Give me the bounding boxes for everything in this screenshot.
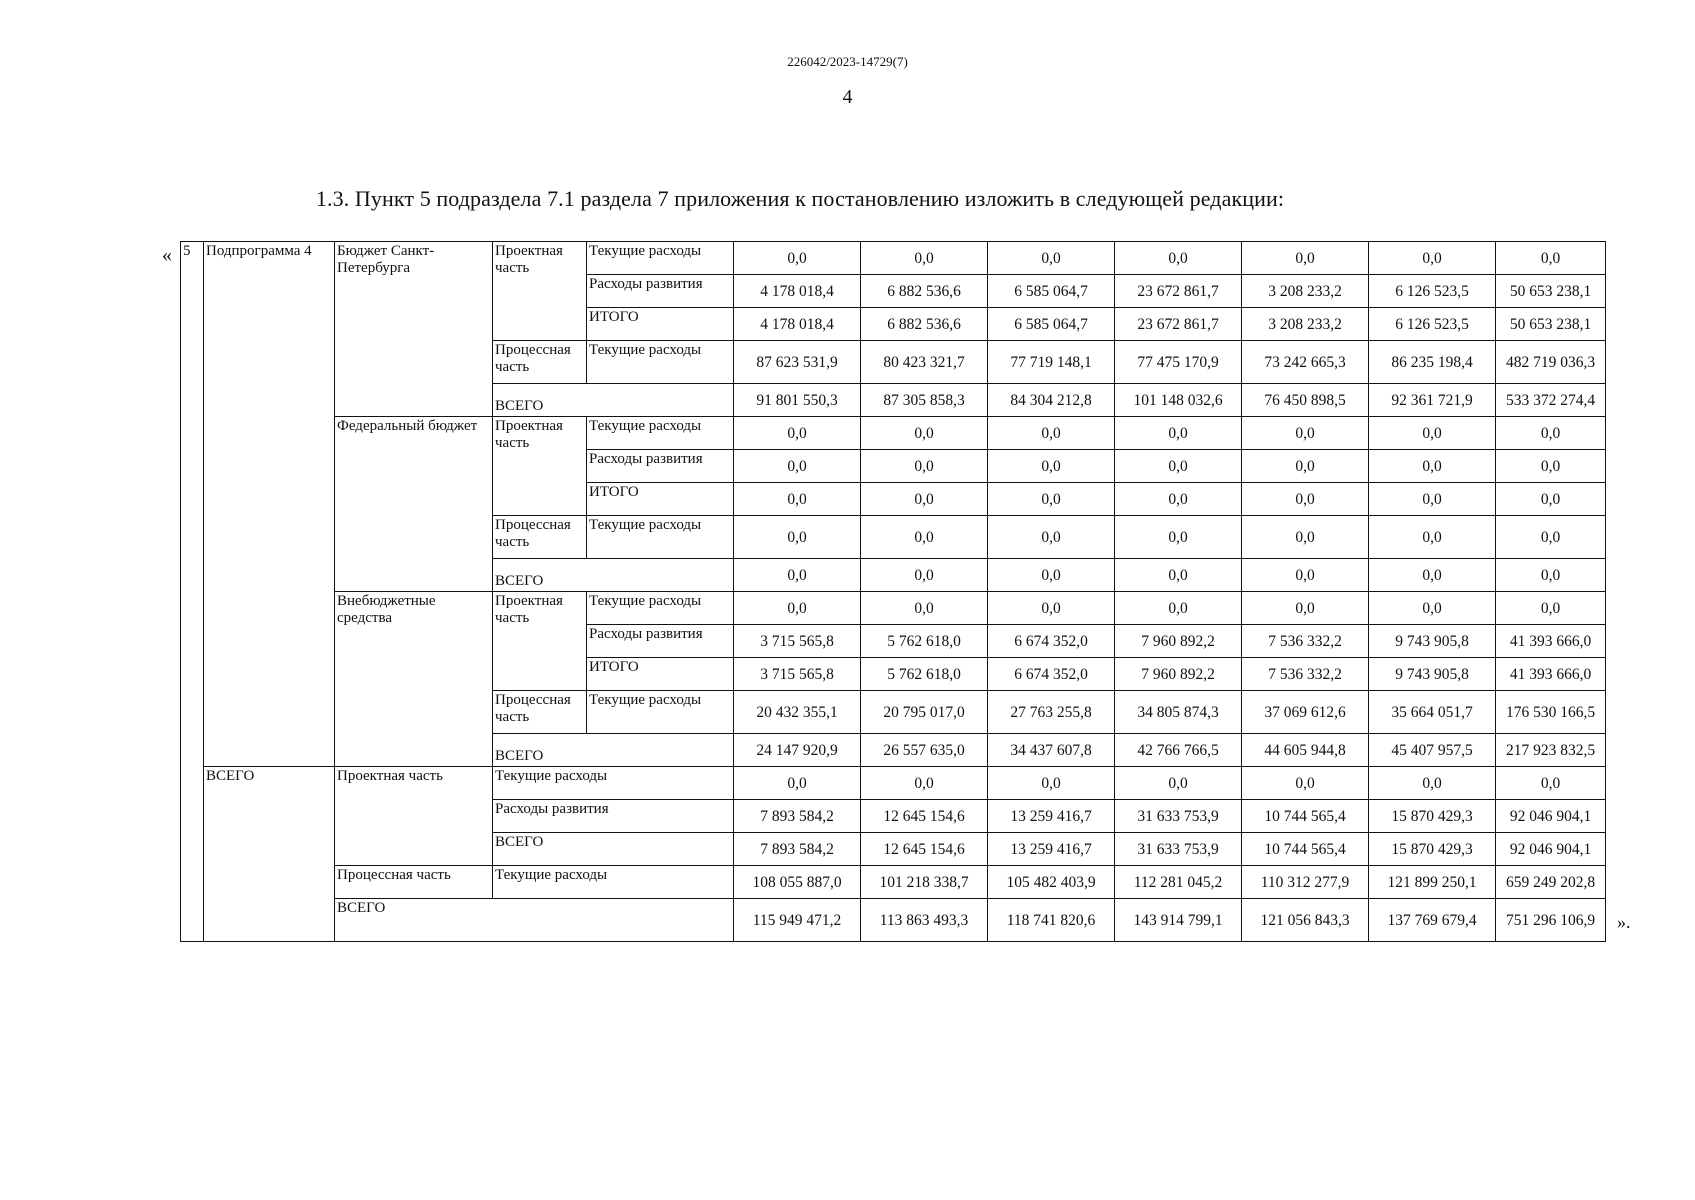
- value-cell: 0,0: [861, 516, 988, 559]
- value-cell: 118 741 820,6: [988, 899, 1115, 942]
- value-cell: 6 126 523,5: [1369, 308, 1496, 341]
- part-label-cell: Процессная часть: [493, 516, 587, 559]
- value-cell: 0,0: [1115, 417, 1242, 450]
- grand-total-label-cell: ВСЕГО: [204, 767, 335, 942]
- value-cell: 92 046 904,1: [1496, 800, 1606, 833]
- value-cell: 0,0: [1115, 767, 1242, 800]
- value-cell: 37 069 612,6: [1242, 691, 1369, 734]
- value-cell: 112 281 045,2: [1115, 866, 1242, 899]
- value-cell: 7 536 332,2: [1242, 658, 1369, 691]
- value-cell: 24 147 920,9: [734, 734, 861, 767]
- value-cell: 0,0: [1115, 242, 1242, 275]
- value-cell: 143 914 799,1: [1115, 899, 1242, 942]
- part-label-cell: Проектная часть: [493, 592, 587, 691]
- expense-type-cell: Текущие расходы: [587, 592, 734, 625]
- value-cell: 50 653 238,1: [1496, 308, 1606, 341]
- table-row: [181, 899, 1606, 942]
- page-number: 4: [842, 86, 853, 108]
- source-spb-cell: Бюджет Санкт-Петербурга: [335, 242, 493, 417]
- value-cell: 137 769 679,4: [1369, 899, 1496, 942]
- value-cell: 121 899 250,1: [1369, 866, 1496, 899]
- value-cell: 0,0: [1496, 559, 1606, 592]
- value-cell: 0,0: [1115, 483, 1242, 516]
- value-cell: 0,0: [734, 559, 861, 592]
- value-cell: 15 870 429,3: [1369, 800, 1496, 833]
- value-cell: 6 585 064,7: [988, 308, 1115, 341]
- value-cell: 12 645 154,6: [861, 800, 988, 833]
- value-cell: 0,0: [1496, 450, 1606, 483]
- value-cell: 86 235 198,4: [1369, 341, 1496, 384]
- expense-type-cell: Расходы развития: [493, 800, 734, 833]
- value-cell: 0,0: [1369, 516, 1496, 559]
- value-cell: 92 046 904,1: [1496, 833, 1606, 866]
- value-cell: 0,0: [1496, 592, 1606, 625]
- source-fed-cell: Федеральный бюджет: [335, 417, 493, 592]
- value-cell: 0,0: [1369, 483, 1496, 516]
- value-cell: 6 882 536,6: [861, 275, 988, 308]
- value-cell: 7 893 584,2: [734, 800, 861, 833]
- value-cell: 0,0: [988, 559, 1115, 592]
- value-cell: 113 863 493,3: [861, 899, 988, 942]
- value-cell: 92 361 721,9: [1369, 384, 1496, 417]
- value-cell: 35 664 051,7: [1369, 691, 1496, 734]
- value-cell: 15 870 429,3: [1369, 833, 1496, 866]
- expense-type-cell: Расходы развития: [587, 275, 734, 308]
- value-cell: 0,0: [734, 516, 861, 559]
- part-label-cell: Проектная часть: [493, 242, 587, 341]
- value-cell: 0,0: [988, 592, 1115, 625]
- value-cell: 0,0: [1242, 516, 1369, 559]
- value-cell: 6 674 352,0: [988, 658, 1115, 691]
- value-cell: 0,0: [1115, 559, 1242, 592]
- value-cell: 77 475 170,9: [1115, 341, 1242, 384]
- value-cell: 0,0: [1242, 559, 1369, 592]
- value-cell: 20 795 017,0: [861, 691, 988, 734]
- value-cell: 0,0: [1242, 592, 1369, 625]
- expense-type-cell: Текущие расходы: [493, 767, 734, 800]
- value-cell: 0,0: [1496, 242, 1606, 275]
- value-cell: 121 056 843,3: [1242, 899, 1369, 942]
- value-cell: 0,0: [1369, 767, 1496, 800]
- value-cell: 10 744 565,4: [1242, 833, 1369, 866]
- value-cell: 3 715 565,8: [734, 658, 861, 691]
- value-cell: 84 304 212,8: [988, 384, 1115, 417]
- value-cell: 27 763 255,8: [988, 691, 1115, 734]
- value-cell: 7 960 892,2: [1115, 658, 1242, 691]
- table-row: [181, 592, 1606, 625]
- value-cell: 31 633 753,9: [1115, 833, 1242, 866]
- value-cell: 0,0: [1369, 592, 1496, 625]
- value-cell: 0,0: [861, 767, 988, 800]
- value-cell: 4 178 018,4: [734, 275, 861, 308]
- expense-type-cell: Расходы развития: [587, 625, 734, 658]
- value-cell: 76 450 898,5: [1242, 384, 1369, 417]
- document-number: 226042/2023-14729(7): [787, 54, 908, 69]
- value-cell: 4 178 018,4: [734, 308, 861, 341]
- part-label-cell: Проектная часть: [335, 767, 493, 866]
- value-cell: 3 208 233,2: [1242, 275, 1369, 308]
- value-cell: 3 208 233,2: [1242, 308, 1369, 341]
- expense-type-cell: ИТОГО: [587, 308, 734, 341]
- value-cell: 0,0: [734, 483, 861, 516]
- value-cell: 101 148 032,6: [1115, 384, 1242, 417]
- value-cell: 482 719 036,3: [1496, 341, 1606, 384]
- value-cell: 20 432 355,1: [734, 691, 861, 734]
- value-cell: 105 482 403,9: [988, 866, 1115, 899]
- value-cell: 0,0: [1496, 516, 1606, 559]
- value-cell: 108 055 887,0: [734, 866, 861, 899]
- value-cell: 77 719 148,1: [988, 341, 1115, 384]
- value-cell: 0,0: [734, 592, 861, 625]
- value-cell: 110 312 277,9: [1242, 866, 1369, 899]
- value-cell: 0,0: [1242, 450, 1369, 483]
- value-cell: 0,0: [1242, 242, 1369, 275]
- value-cell: 10 744 565,4: [1242, 800, 1369, 833]
- value-cell: 659 249 202,8: [1496, 866, 1606, 899]
- value-cell: 9 743 905,8: [1369, 625, 1496, 658]
- value-cell: 23 672 861,7: [1115, 308, 1242, 341]
- value-cell: 73 242 665,3: [1242, 341, 1369, 384]
- value-cell: 0,0: [988, 767, 1115, 800]
- value-cell: 0,0: [988, 242, 1115, 275]
- value-cell: 0,0: [861, 559, 988, 592]
- value-cell: 0,0: [861, 417, 988, 450]
- value-cell: 0,0: [988, 483, 1115, 516]
- value-cell: 0,0: [861, 592, 988, 625]
- table-row: [181, 767, 1606, 800]
- value-cell: 87 305 858,3: [861, 384, 988, 417]
- value-cell: 7 893 584,2: [734, 833, 861, 866]
- expense-type-cell: Текущие расходы: [587, 341, 734, 384]
- part-label-cell: Процессная часть: [335, 866, 493, 899]
- value-cell: 0,0: [988, 417, 1115, 450]
- value-cell: 80 423 321,7: [861, 341, 988, 384]
- value-cell: 0,0: [1496, 417, 1606, 450]
- expense-type-cell: ВСЕГО: [493, 833, 734, 866]
- value-cell: 41 393 666,0: [1496, 625, 1606, 658]
- program-name-cell: Подпрограмма 4: [204, 242, 335, 767]
- value-cell: 13 259 416,7: [988, 800, 1115, 833]
- value-cell: 0,0: [1115, 450, 1242, 483]
- value-cell: 31 633 753,9: [1115, 800, 1242, 833]
- value-cell: 87 623 531,9: [734, 341, 861, 384]
- part-label-cell: Процессная часть: [493, 691, 587, 734]
- value-cell: 0,0: [988, 450, 1115, 483]
- value-cell: 44 605 944,8: [1242, 734, 1369, 767]
- value-cell: 50 653 238,1: [1496, 275, 1606, 308]
- expense-type-cell: Расходы развития: [587, 450, 734, 483]
- row-number-cell: 5: [181, 242, 204, 942]
- part-label-cell: Процессная часть: [493, 341, 587, 384]
- value-cell: 12 645 154,6: [861, 833, 988, 866]
- value-cell: 6 674 352,0: [988, 625, 1115, 658]
- part-label-cell: Проектная часть: [493, 417, 587, 516]
- total-label-cell: ВСЕГО: [493, 559, 734, 592]
- value-cell: 6 126 523,5: [1369, 275, 1496, 308]
- section-heading: 1.3. Пункт 5 подраздела 7.1 раздела 7 приложения к постановлению изложить в следующей редакции:: [315, 186, 1285, 211]
- value-cell: 0,0: [988, 516, 1115, 559]
- value-cell: 0,0: [861, 450, 988, 483]
- total-label-cell: ВСЕГО: [493, 384, 734, 417]
- expense-type-cell: Текущие расходы: [587, 242, 734, 275]
- value-cell: 0,0: [1369, 417, 1496, 450]
- opening-quote: «: [162, 244, 172, 266]
- expense-type-cell: ИТОГО: [587, 483, 734, 516]
- value-cell: 6 585 064,7: [988, 275, 1115, 308]
- value-cell: 5 762 618,0: [861, 658, 988, 691]
- value-cell: 0,0: [734, 242, 861, 275]
- value-cell: 42 766 766,5: [1115, 734, 1242, 767]
- value-cell: 13 259 416,7: [988, 833, 1115, 866]
- value-cell: 41 393 666,0: [1496, 658, 1606, 691]
- value-cell: 34 805 874,3: [1115, 691, 1242, 734]
- value-cell: 101 218 338,7: [861, 866, 988, 899]
- value-cell: 176 530 166,5: [1496, 691, 1606, 734]
- table-row: [181, 866, 1606, 899]
- value-cell: 0,0: [1242, 483, 1369, 516]
- expense-type-cell: Текущие расходы: [587, 691, 734, 734]
- value-cell: 34 437 607,8: [988, 734, 1115, 767]
- value-cell: 91 801 550,3: [734, 384, 861, 417]
- financing-table: [180, 241, 1606, 942]
- value-cell: 533 372 274,4: [1496, 384, 1606, 417]
- value-cell: 7 536 332,2: [1242, 625, 1369, 658]
- value-cell: 45 407 957,5: [1369, 734, 1496, 767]
- value-cell: 3 715 565,8: [734, 625, 861, 658]
- value-cell: 5 762 618,0: [861, 625, 988, 658]
- value-cell: 0,0: [1496, 483, 1606, 516]
- expense-type-cell: ИТОГО: [587, 658, 734, 691]
- value-cell: 751 296 106,9: [1496, 899, 1606, 942]
- value-cell: 0,0: [1242, 767, 1369, 800]
- expense-type-cell: Текущие расходы: [587, 417, 734, 450]
- total-label-cell: ВСЕГО: [493, 734, 734, 767]
- value-cell: 0,0: [1242, 417, 1369, 450]
- value-cell: 0,0: [1369, 559, 1496, 592]
- value-cell: 115 949 471,2: [734, 899, 861, 942]
- value-cell: 0,0: [1369, 450, 1496, 483]
- value-cell: 0,0: [734, 767, 861, 800]
- value-cell: 7 960 892,2: [1115, 625, 1242, 658]
- value-cell: 217 923 832,5: [1496, 734, 1606, 767]
- closing-quote: ».: [1617, 912, 1631, 932]
- value-cell: 0,0: [734, 417, 861, 450]
- table-row: [181, 417, 1606, 450]
- value-cell: 26 557 635,0: [861, 734, 988, 767]
- total-label-cell: ВСЕГО: [335, 899, 734, 942]
- value-cell: 23 672 861,7: [1115, 275, 1242, 308]
- value-cell: 6 882 536,6: [861, 308, 988, 341]
- value-cell: 0,0: [861, 242, 988, 275]
- value-cell: 9 743 905,8: [1369, 658, 1496, 691]
- value-cell: 0,0: [1115, 516, 1242, 559]
- value-cell: 0,0: [1369, 242, 1496, 275]
- expense-type-cell: Текущие расходы: [493, 866, 734, 899]
- value-cell: 0,0: [1496, 767, 1606, 800]
- table-row: [181, 242, 1606, 275]
- source-ext-cell: Внебюджетные средства: [335, 592, 493, 767]
- value-cell: 0,0: [734, 450, 861, 483]
- value-cell: 0,0: [861, 483, 988, 516]
- expense-type-cell: Текущие расходы: [587, 516, 734, 559]
- value-cell: 0,0: [1115, 592, 1242, 625]
